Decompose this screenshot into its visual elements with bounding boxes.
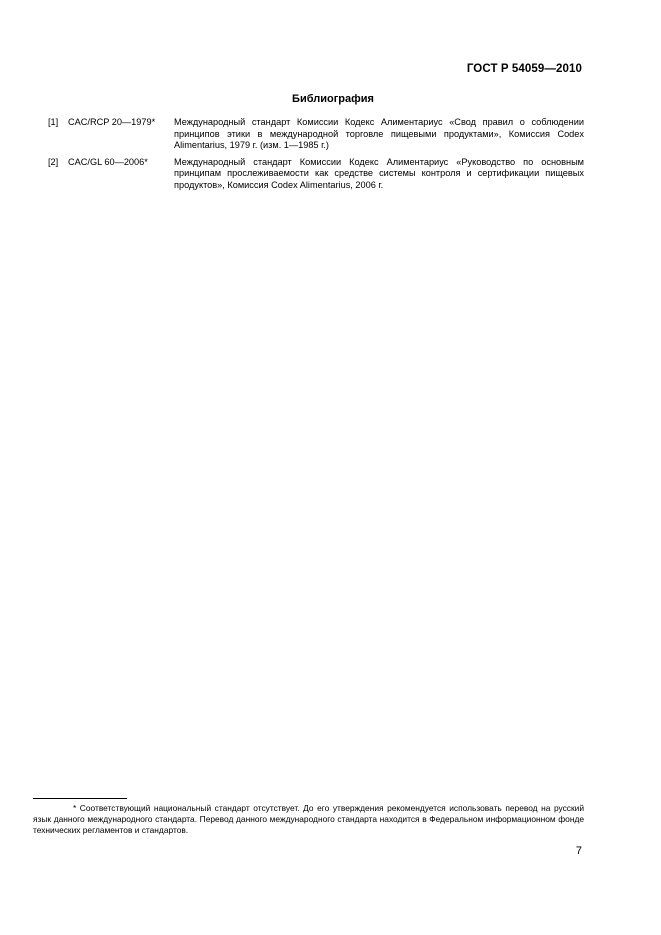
entry-number: [2] [48, 156, 59, 167]
entry-text: Международный стандарт Комиссии Кодекс Алиментариус «Руководство по основным принципам прослеживаемости как средстве системы контроля и сертификации пищевых продуктов», Комиссия Codex Alimentarius, 2006 г. [174, 156, 584, 190]
entry-code: CAC/RCP 20—1979* [68, 117, 156, 127]
entry-number: [1] [48, 117, 59, 127]
bibliography-title: Библиография [292, 93, 374, 105]
bibliography-entry-1 [48, 117, 584, 152]
footnote: * Соответствующий национальный стандарт отсутствует. До его утверждения рекомендуется использовать перевод на русский язык данного международного стандарта. Перевод данного международного стандарта находится в Федеральном информационном фонде технических регламентов и стандартов. [33, 803, 584, 835]
document-code: ГОСТ Р 54059—2010 [466, 63, 582, 75]
bibliography-list [48, 117, 584, 197]
entry-text: Международный стандарт Комиссии Кодекс Алиментариус «Свод правил о соблюдении принципов этики в международной торговле пищевыми продуктами», Комиссия Codex Alimentarius, 1979 г. (изм. 1—1985 г.) [174, 117, 584, 151]
bibliography-entry-2 [48, 157, 584, 192]
footnote-separator [33, 798, 127, 799]
page-number: 7 [575, 845, 582, 857]
entry-code: CAC/GL 60—2006* [68, 156, 148, 167]
